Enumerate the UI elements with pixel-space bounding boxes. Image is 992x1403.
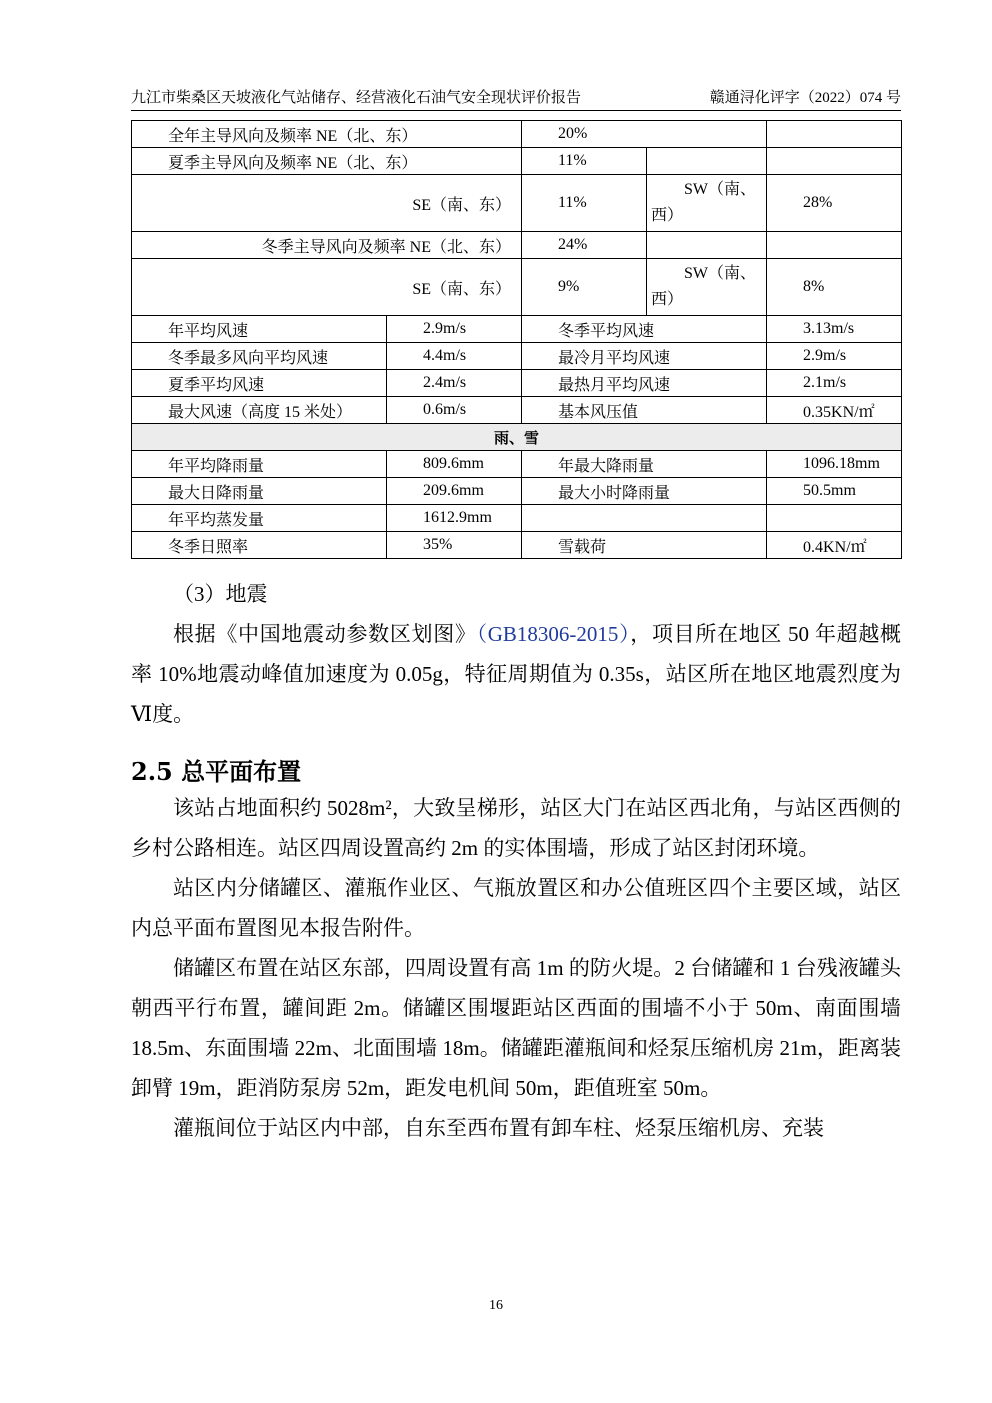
table-row	[132, 316, 902, 343]
cell-label: 基本风压值	[522, 397, 767, 424]
cell-label: 冬季最多风向平均风速	[132, 343, 387, 370]
cell-label: 雪载荷	[522, 532, 767, 559]
cell-value: 9%	[522, 259, 647, 316]
cell-value: 1096.18mm	[767, 451, 902, 478]
earthquake-text-post: ，项目所在地区 50 年超越概率 10%地震动峰值加速度为 0.05g，特征周期值为 0.35s，站区所在地区地震烈度为Ⅵ度。	[131, 622, 902, 726]
table-row	[132, 397, 902, 424]
table-row	[132, 259, 902, 316]
cell-empty	[767, 232, 902, 259]
earthquake-section	[131, 574, 901, 734]
table-row	[132, 121, 902, 148]
cell-label: SE（南、东）	[132, 175, 522, 232]
cell-label: 夏季平均风速	[132, 370, 387, 397]
table-row	[132, 148, 902, 175]
cell-value: 0.4KN/㎡	[767, 532, 902, 559]
section-heading: 2.5 总平面布置	[131, 757, 302, 786]
weather-table	[131, 120, 902, 559]
cell-value: 1612.9mm	[387, 505, 522, 532]
cell-value: 2.4m/s	[387, 370, 522, 397]
table-row	[132, 343, 902, 370]
cell-label: 冬季日照率	[132, 532, 387, 559]
direction-line-1: SW（南、	[684, 265, 757, 282]
cell-value: 2.9m/s	[387, 316, 522, 343]
cell-empty	[647, 148, 767, 175]
cell-value: 809.6mm	[387, 451, 522, 478]
cell-label: 年最大降雨量	[522, 451, 767, 478]
cell-label: 全年主导风向及频率 NE（北、东）	[132, 121, 522, 148]
cell-value: 0.35KN/㎡	[767, 397, 902, 424]
cell-value: 50.5mm	[767, 478, 902, 505]
page-header	[131, 86, 901, 112]
cell-label: 最大日降雨量	[132, 478, 387, 505]
page-number: 16	[489, 1298, 503, 1313]
cell-label: 冬季平均风速	[522, 316, 767, 343]
cell-label: 最热月平均风速	[522, 370, 767, 397]
cell-value: 11%	[522, 175, 647, 232]
header-divider	[131, 110, 901, 111]
cell-value: 20%	[522, 121, 767, 148]
cell-value	[767, 505, 902, 532]
header-report-title: 九江市柴桑区天坡液化气站储存、经营液化石油气安全现状评价报告	[131, 90, 582, 106]
cell-label: 年平均风速	[132, 316, 387, 343]
table-row	[132, 478, 902, 505]
paragraph-filling-room: 灌瓶间位于站区内中部，自东至西布置有卸车柱、烃泵压缩机房、充装	[173, 1116, 824, 1140]
cell-value: 0.6m/s	[387, 397, 522, 424]
earthquake-paragraph	[131, 614, 901, 734]
direction-line-2: 西）	[651, 291, 684, 308]
paragraph-tank-area: 储罐区布置在站区东部，四周设置有高 1m 的防火堤。2 台储罐和 1 台残液罐头朝西平行布置，罐间距 2m。储罐区围堰距站区西面的围墙不小于 50m、南面围墙 18.5m、东面围墙 22m、北面围墙 18m。储罐距灌瓶间和烃泵压缩机房 21m，距离装卸臂 19m，距消防泵房 52m，距发电机间 50m，距值班室 50m。	[131, 956, 901, 1100]
cell-value: 8%	[767, 259, 902, 316]
cell-value: 35%	[387, 532, 522, 559]
table-row	[132, 505, 902, 532]
direction-line-1: SW（南、	[684, 181, 757, 198]
table-section-row	[132, 424, 902, 451]
cell-label	[522, 505, 767, 532]
cell-label: 年平均降雨量	[132, 451, 387, 478]
cell-label: 最大风速（高度 15 米处）	[132, 397, 387, 424]
table-row	[132, 370, 902, 397]
cell-value: 3.13m/s	[767, 316, 902, 343]
section-label-rain-snow: 雨、雪	[132, 424, 902, 451]
cell-empty	[767, 121, 902, 148]
paragraph-zones: 站区内分储罐区、灌瓶作业区、气瓶放置区和办公值班区四个主要区域，站区内总平面布置图见本报告附件。	[131, 876, 901, 940]
table-row	[132, 532, 902, 559]
paragraph-site-area: 该站占地面积约 5028m²，大致呈梯形，站区大门在站区西北角，与站区西侧的乡村公路相连。站区四周设置高约 2m 的实体围墙，形成了站区封闭环境。	[131, 796, 901, 860]
cell-value: 209.6mm	[387, 478, 522, 505]
header-doc-number: 赣通浔化评字（2022）074 号	[709, 90, 901, 106]
cell-value: 28%	[767, 175, 902, 232]
cell-value: 4.4m/s	[387, 343, 522, 370]
cell-value: 2.9m/s	[767, 343, 902, 370]
earthquake-text-pre: 根据《中国地震动参数区划图》	[173, 622, 477, 646]
earthquake-heading: （3）地震	[173, 582, 268, 606]
cell-label: 最大小时降雨量	[522, 478, 767, 505]
layout-section-body	[131, 788, 901, 1148]
cell-label: 冬季主导风向及频率 NE（北、东）	[132, 232, 522, 259]
table-row	[132, 451, 902, 478]
cell-value: 2.1m/s	[767, 370, 902, 397]
cell-direction	[647, 259, 767, 316]
cell-label: 最冷月平均风速	[522, 343, 767, 370]
cell-label: 年平均蒸发量	[132, 505, 387, 532]
cell-empty	[647, 232, 767, 259]
cell-label: SE（南、东）	[132, 259, 522, 316]
cell-label: 夏季主导风向及频率 NE（北、东）	[132, 148, 522, 175]
cell-value: 24%	[522, 232, 647, 259]
direction-line-2: 西）	[651, 207, 684, 224]
table-row	[132, 175, 902, 232]
cell-direction	[647, 175, 767, 232]
standard-reference: （GB18306-2015）	[476, 622, 631, 646]
table-row	[132, 232, 902, 259]
cell-empty	[767, 148, 902, 175]
cell-value: 11%	[522, 148, 647, 175]
